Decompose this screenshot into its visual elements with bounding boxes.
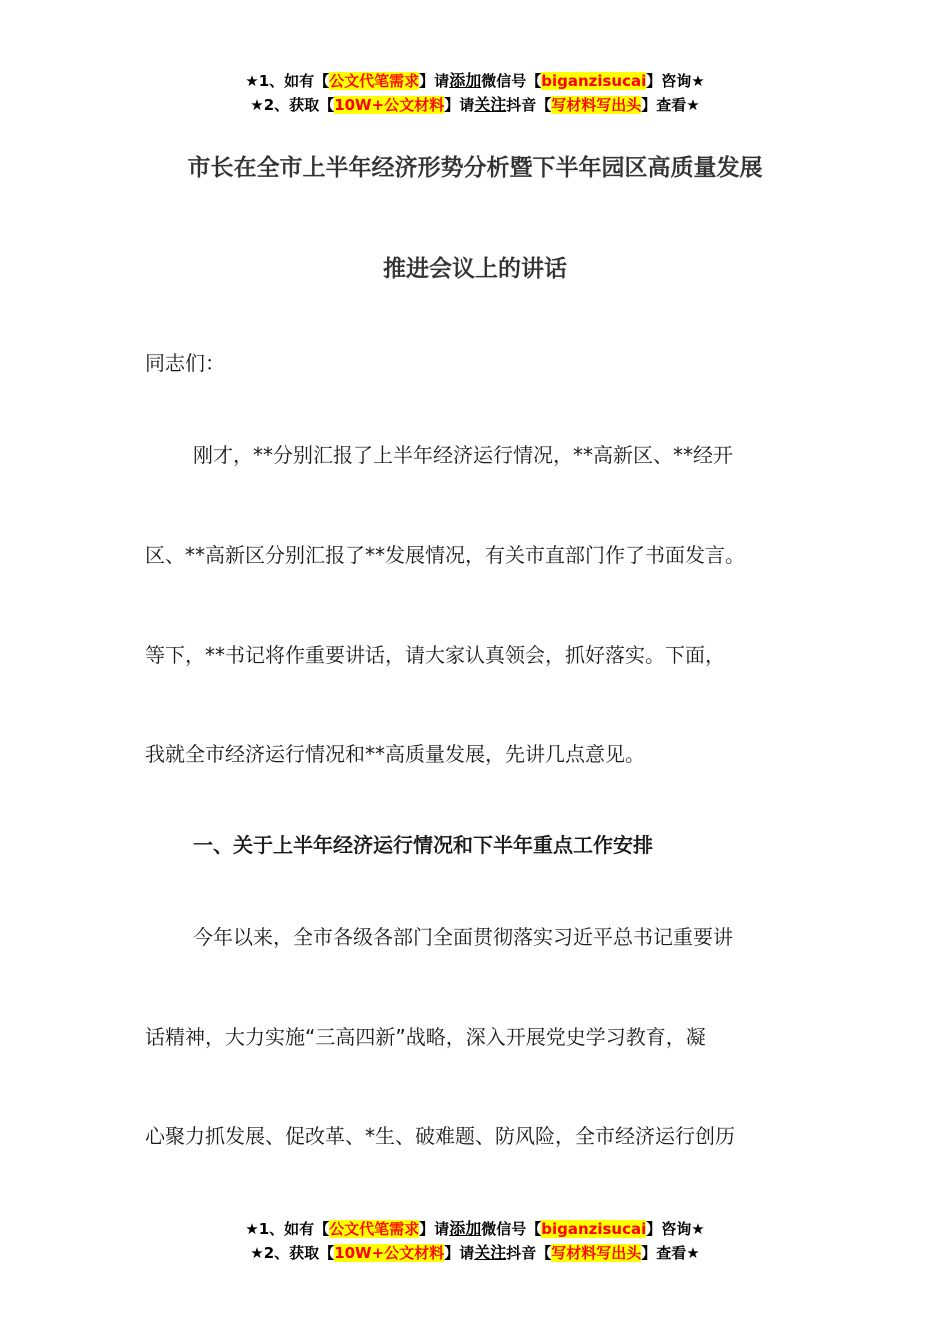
promo-highlight: 写材料写出头 (551, 1244, 642, 1262)
promo-text: ★1、如有【 (245, 72, 330, 90)
promo-underline: 添加 (449, 71, 482, 90)
paragraph-line: 刚才，**分别汇报了上半年经济运行情况，**高新区、**经开 (193, 443, 733, 467)
paragraph-line: 心聚力抓发展、促改革、*生、破难题、防风险，全市经济运行创历 (145, 1124, 735, 1148)
paragraph-line: 今年以来，全市各级各部门全面贯彻落实习近平总书记重要讲 (193, 925, 733, 949)
promo-highlight: 写材料写出头 (551, 96, 642, 114)
promo-text: 微信号【 (481, 1220, 542, 1238)
salutation: 同志们： (145, 351, 225, 375)
promo-underline: 关注 (474, 1243, 507, 1262)
paragraph-line: 等下，**书记将作重要讲话，请大家认真领会，抓好落实。下面， (145, 643, 725, 667)
promo-text: ★2、获取【 (250, 96, 335, 114)
promo-text: ★2、获取【 (250, 1244, 335, 1262)
promo-highlight: 10W+公文材料 (334, 1244, 445, 1262)
promo-underline: 关注 (474, 95, 507, 114)
promo-text: 微信号【 (481, 72, 542, 90)
promo-highlight: 10W+公文材料 (334, 96, 445, 114)
promo-line-1-top (0, 70, 950, 92)
promo-line-2-bottom (0, 1242, 950, 1264)
promo-text: 】请 (444, 96, 475, 114)
promo-text: 抖音【 (506, 96, 552, 114)
promo-text: 】请 (419, 72, 450, 90)
promo-highlight: biganzisucai (541, 1220, 647, 1238)
promo-line-2-top (0, 94, 950, 116)
promo-text: 】咨询★ (646, 1220, 705, 1238)
promo-highlight: 公文代笔需求 (329, 72, 420, 90)
promo-underline: 添加 (449, 1219, 482, 1238)
promo-text: 】查看★ (641, 1244, 700, 1262)
paragraph-line: 我就全市经济运行情况和**高质量发展，先讲几点意见。 (145, 742, 645, 766)
promo-highlight: biganzisucai (541, 72, 647, 90)
promo-line-1-bottom (0, 1218, 950, 1240)
promo-text: 】查看★ (641, 96, 700, 114)
promo-text: 】咨询★ (646, 72, 705, 90)
paragraph-line: 区、**高新区分别汇报了**发展情况，有关市直部门作了书面发言。 (145, 543, 745, 567)
document-title-line-2: 推进会议上的讲话 (383, 256, 567, 282)
promo-text: 】请 (444, 1244, 475, 1262)
document-title-line-1: 市长在全市上半年经济形势分析暨下半年园区高质量发展 (187, 155, 763, 181)
section-heading: 一、关于上半年经济运行情况和下半年重点工作安排 (193, 833, 653, 857)
paragraph-line: 话精神，大力实施“三高四新”战略，深入开展党史学习教育，凝 (145, 1025, 706, 1049)
promo-text: ★1、如有【 (245, 1220, 330, 1238)
promo-highlight: 公文代笔需求 (329, 1220, 420, 1238)
promo-text: 抖音【 (506, 1244, 552, 1262)
promo-text: 】请 (419, 1220, 450, 1238)
